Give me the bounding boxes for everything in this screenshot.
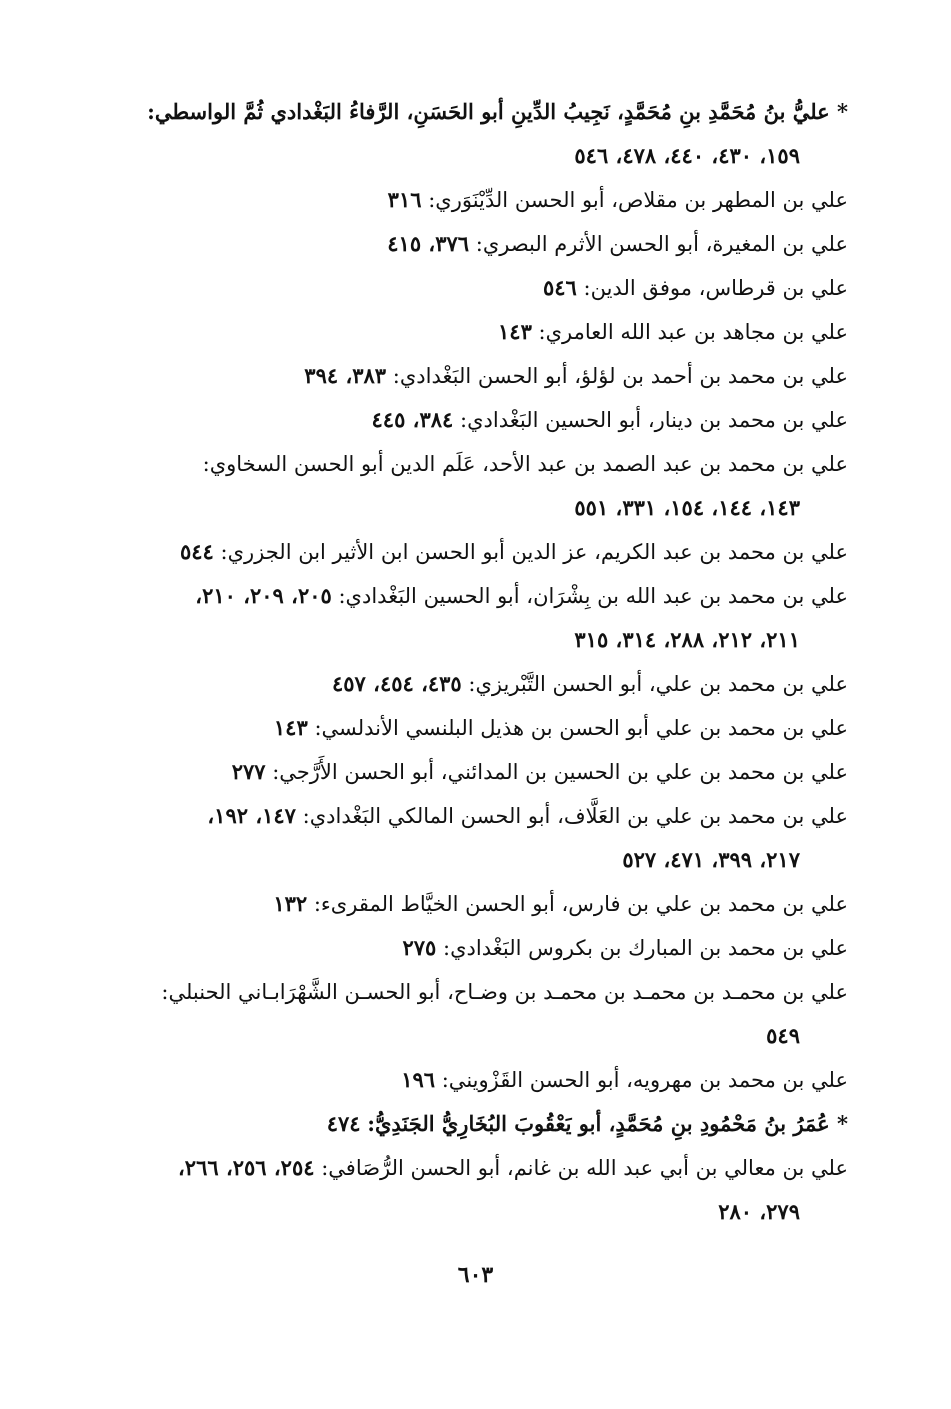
entry-pages: ١٤٣ — [273, 715, 308, 740]
entry-name: علي بن معالي بن أبي عبد الله بن غانم، أبو الحسن الرُّصَافي: — [321, 1156, 848, 1180]
entry-pages: ٥٤٤ — [179, 539, 214, 564]
entry-pages-continuation: ١٥٩، ٤٣٠، ٤٤٠، ٤٧٨، ٥٤٦ — [574, 143, 800, 168]
entry-pages-continuation: ٢١٧، ٣٩٩، ٤٧١، ٥٢٧ — [622, 847, 800, 872]
index-entry — [100, 354, 848, 398]
entry-name: علي بن محمد بن المبارك بن بكروس البَغْدادي: — [443, 936, 848, 960]
entry-pages: ١٩٦ — [401, 1067, 436, 1092]
index-entry — [100, 926, 848, 970]
entry-name: علي بن محمد بن عبد الله بن بِشْرَان، أبو الحسين البَغْدادي: — [338, 584, 848, 608]
index-entry — [100, 706, 848, 750]
entry-name: علي بن محمد بن أحمد بن لؤلؤ، أبو الحسن البَغْدادي: — [392, 364, 848, 388]
entry-name: علي بن محمد بن دينار، أبو الحسين البَغْدادي: — [460, 408, 848, 432]
index-entry — [100, 970, 848, 1014]
entry-pages: ٣٨٤، ٤٤٥ — [371, 407, 454, 432]
index-entry — [100, 90, 848, 134]
page-number: ٦٠٣ — [457, 1262, 494, 1288]
entry-name: علي بن المطهر بن مقلاص، أبو الحسن الدِّيْنَوَري: — [428, 188, 848, 212]
entry-name: علي بن مجاهد بن عبد الله العامري: — [538, 320, 848, 344]
entry-pages: ٢٠٥، ٢٠٩، ٢١٠، — [195, 583, 332, 608]
index-entry — [100, 1146, 848, 1190]
entry-pages: ٢٧٥ — [402, 935, 437, 960]
index-entry — [100, 178, 848, 222]
entry-name: علي بن المغيرة، أبو الحسن الأثرم البصري: — [475, 232, 848, 256]
index-entry — [100, 1102, 848, 1146]
entry-pages: ٣٧٦، ٤١٥ — [387, 231, 470, 256]
index-entry — [100, 1058, 848, 1102]
index-entry — [100, 750, 848, 794]
entry-name: علي بن محمد بن علي بن الحسين بن المدائني، أبو الحسن الأَرَّجي: — [272, 760, 848, 784]
entry-name: علي بن محمد بن علي بن فارس، أبو الحسن الخيَّاط المقرىء: — [313, 892, 848, 916]
entry-name: علي بن محمد بن عبد الكريم، عز الدين أبو الحسن ابن الأثير ابن الجزري: — [220, 540, 848, 564]
entry-name: علي بن محمد بن علي، أبو الحسن التَّبْريزي: — [468, 672, 848, 696]
index-entry — [100, 222, 848, 266]
entry-pages-continuation: ٢١١، ٢١٢، ٢٨٨، ٣١٤، ٣١٥ — [574, 627, 800, 652]
entry-name: * عُمَرُ بنُ مَحْمُودِ بنِ مُحَمَّدٍ، أبو يَعْقُوبَ البُخَارِيُّ الجَنَدِيُّ: — [367, 1111, 848, 1136]
entry-pages: ١٣٢ — [273, 891, 308, 916]
entry-name: علي بن قرطاس، موفق الدين: — [583, 276, 848, 300]
index-entry — [100, 530, 848, 574]
entry-pages-continuation: ٢٧٩، ٢٨٠ — [718, 1199, 800, 1224]
index-entry — [100, 794, 848, 838]
entry-name: علي بن محمـد بن محمـد بن محمـد بن وضـاح، أبو الحسـن الشَّهْرَابـاني الحنبلي: — [161, 980, 848, 1004]
entry-name: علي بن محمد بن مهرويه، أبو الحسن القَزْويني: — [441, 1068, 848, 1092]
entry-pages: ٣١٦ — [387, 187, 422, 212]
entry-pages: ٤٧٤ — [326, 1111, 361, 1136]
entry-pages: ٢٥٤، ٢٥٦، ٢٦٦، — [178, 1155, 315, 1180]
index-entry — [100, 266, 848, 310]
index-entries — [100, 90, 848, 1234]
index-entry — [100, 310, 848, 354]
entry-name: * عليُّ بنُ مُحَمَّدِ بنِ مُحَمَّدٍ، نَجِيبُ الدِّينِ أبو الحَسَنِ، الرَّفاءُ البَغْدادي ثُمَّ الواسطي: — [147, 99, 848, 124]
entry-pages: ٤٣٥، ٤٥٤، ٤٥٧ — [332, 671, 462, 696]
entry-pages: ٥٤٦ — [542, 275, 577, 300]
entry-pages: ١٤٧، ١٩٢، — [207, 803, 296, 828]
entry-name: علي بن محمد بن علي أبو الحسن بن هذيل البلنسي الأندلسي: — [314, 716, 848, 740]
entry-name: علي بن محمد بن علي بن العَلَّاف، أبو الحسن المالكي البَغْدادي: — [302, 804, 848, 828]
index-entry — [100, 662, 848, 706]
entry-pages: ٢٧٧ — [231, 759, 266, 784]
index-entry — [100, 398, 848, 442]
index-entry — [100, 882, 848, 926]
entry-pages-continuation: ١٤٣، ١٤٤، ١٥٤، ٣٣١، ٥٥١ — [574, 495, 800, 520]
entry-pages: ٣٨٣، ٣٩٤ — [304, 363, 387, 388]
index-entry — [100, 442, 848, 486]
entry-pages: ١٤٣ — [498, 319, 532, 344]
entry-pages-continuation: ٥٤٩ — [766, 1023, 800, 1048]
entry-name: علي بن محمد بن عبد الصمد بن عبد الأحد، عَلَم الدين أبو الحسن السخاوي: — [202, 452, 848, 476]
index-entry — [100, 574, 848, 618]
